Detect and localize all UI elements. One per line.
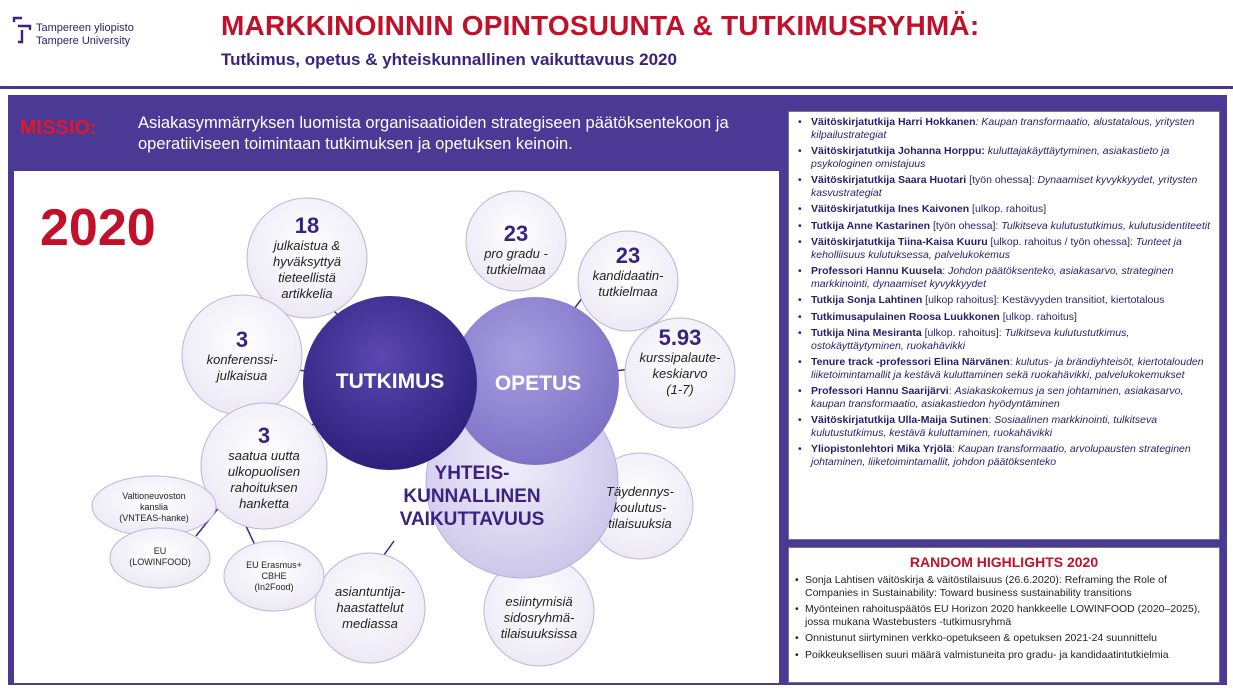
progradu-desc-1: pro gradu - bbox=[484, 246, 548, 261]
staff-item bbox=[795, 311, 1213, 324]
staff-note: [ulkop. rahoitus / työn ohessa]: bbox=[987, 236, 1136, 248]
project-lowinfood-text bbox=[110, 546, 210, 568]
staff-item bbox=[795, 443, 1213, 468]
staff-name: Tutkija Anne Kastarinen bbox=[811, 219, 931, 232]
logo-text bbox=[36, 22, 134, 48]
project-in2food-line-1: EU Erasmus+ bbox=[246, 560, 302, 570]
staff-item bbox=[795, 116, 1213, 141]
staff-item bbox=[795, 385, 1213, 410]
staff-name: Tutkija Sonja Lahtinen bbox=[811, 294, 923, 306]
staff-topic: kuluttajakäyttäytyminen, asiakastieto ja psykologinen omistajuus bbox=[811, 145, 1170, 170]
staff-name: Tutkija Nina Mesiranta bbox=[811, 327, 922, 339]
esiintymisia-desc-2: sidosryhmä- bbox=[503, 610, 575, 625]
articles-desc-1: julkaistua & bbox=[273, 238, 341, 253]
staff-note: : bbox=[1009, 356, 1016, 368]
taydennys-desc-2: koulutus- bbox=[613, 500, 667, 515]
vaikuttavuus-line-2: KUNNALLINEN bbox=[403, 486, 541, 507]
project-lowinfood-line-2: (LOWINFOOD) bbox=[129, 557, 191, 567]
conference-desc-1: konferenssi- bbox=[206, 352, 278, 367]
project-vnteas-text bbox=[94, 491, 214, 524]
articles-count: 18 bbox=[294, 213, 320, 238]
staff-topic: Kaupan transformaatio, arvolupausten strateginen johtaminen, liiketoimintamallit, johdon päätöksenteko bbox=[811, 443, 1191, 468]
conference-text bbox=[182, 328, 302, 384]
highlight-item: • Onnistunut siirtyminen verkko-opetukseen & opetuksen 2021-24 suunnittelu bbox=[795, 632, 1213, 645]
progradu-count: 23 bbox=[503, 221, 529, 246]
kandidaatti-desc-1: kandidaatin- bbox=[592, 268, 664, 283]
project-vnteas-line-3: (VNTEAS-hanke) bbox=[119, 513, 189, 523]
staff-item bbox=[795, 203, 1213, 216]
staff-name: Väitöskirjatutkija Ulla-Maija Sutinen bbox=[811, 414, 989, 426]
staff-topic: Tulkitseva kulutustutkimus, kulutusidentiteetit bbox=[1001, 219, 1210, 232]
staff-name: Väitöskirjatutkija Saara Huotari bbox=[811, 174, 967, 186]
funding-desc-2: ulkopuolisen bbox=[227, 464, 301, 479]
taydennys-desc-1: Täydennys- bbox=[606, 484, 674, 499]
funding-text bbox=[204, 424, 324, 512]
header-divider bbox=[0, 86, 1233, 89]
staff-name: Yliopistonlehtori Mika Yrjölä bbox=[811, 443, 952, 455]
highlight-item: • Myönteinen rahoituspäätös EU Horizon 2020 hankkeelle LOWINFOOD (2020–2025), jossa mukana Wastebusters -tutkimusryhmä bbox=[795, 603, 1213, 628]
project-vnteas-line-1: Valtioneuvoston bbox=[122, 491, 186, 501]
kandidaatti-text bbox=[568, 244, 688, 300]
staff-item bbox=[795, 356, 1213, 381]
mission-text: Asiakasymmärryksen luomista organisaatioiden strategiseen päätöksentekoon ja operatiiviseen toimintaan tutkimuksen ja opetuksen keinoin. bbox=[138, 114, 729, 153]
staff-item bbox=[795, 220, 1213, 233]
staff-list bbox=[789, 112, 1219, 468]
staff-name: Professori Hannu Saarijärvi bbox=[811, 385, 949, 397]
progradu-text bbox=[456, 222, 576, 278]
staff-name: Professori Hannu Kuusela bbox=[811, 265, 943, 277]
esiintymisia-text bbox=[479, 594, 599, 642]
staff-name: Väitöskirjatutkija Tiina-Kaisa Kuuru bbox=[811, 236, 988, 248]
header bbox=[0, 0, 1233, 90]
staff-name: Väitöskirjatutkija Ines Kaivonen bbox=[811, 203, 970, 215]
highlight-item: • Sonja Lahtisen väitöskirja & väitöstilaisuus (26.6.2020): Reframing the Role of Companies in Sustainability: Toward business sustainability transitions bbox=[795, 574, 1213, 599]
staff-topic: Asiakaskokemus ja sen johtaminen, asiakasarvo, kaupan transformaatio, asiakastiedon hyödyntäminen bbox=[811, 385, 1184, 410]
staff-note: : bbox=[942, 265, 949, 277]
funding-desc-3: rahoituksen bbox=[230, 480, 298, 495]
staff-topic: Tulkitseva kulutustutkimus, ostokäyttäytyminen, ruokahävikki bbox=[811, 327, 1130, 352]
project-vnteas-line-2: kanslia bbox=[139, 502, 168, 512]
vaikuttavuus-line-1: YHTEIS- bbox=[434, 463, 510, 484]
logo-line-en: Tampere University bbox=[36, 35, 131, 47]
funding-desc-4: hanketta bbox=[239, 496, 289, 511]
staff-note: [ulkop rahoitus]: Kestävyyden transitiot, kiertotalous bbox=[922, 294, 1165, 306]
staff-topic: : Kaupan transformaatio, alustatalous, yritysten kilpailustrategiat bbox=[811, 116, 1195, 141]
highlights-panel bbox=[788, 547, 1220, 683]
page-title: MARKKINOINNIN OPINTOSUUNTA & TUTKIMUSRYHMÄ: bbox=[221, 10, 980, 41]
vaikuttavuus-label bbox=[382, 462, 562, 531]
feedback-desc-3: (1-7) bbox=[666, 382, 694, 397]
staff-item bbox=[795, 236, 1213, 261]
staff-item bbox=[795, 174, 1213, 199]
funding-desc-1: saatua uutta bbox=[228, 448, 300, 463]
feedback-desc-1: kurssipalaute- bbox=[639, 350, 721, 365]
media-desc-2: haastattelut bbox=[336, 600, 404, 615]
staff-note: [työn ohessa]: bbox=[930, 219, 1002, 232]
staff-note: [ulkop. rahoitus] bbox=[999, 310, 1077, 323]
feedback-value: 5.93 bbox=[658, 325, 702, 350]
staff-name: Väitöskirjatutkija Harri Hokkanen bbox=[811, 116, 976, 128]
articles-text bbox=[247, 214, 367, 302]
project-in2food-line-2: CBHE bbox=[261, 571, 287, 581]
media-text bbox=[310, 584, 430, 632]
staff-topic: Tunteet ja keholliisuus kulutuksessa, palvelukokemus bbox=[811, 236, 1182, 261]
opetus-label: OPETUS bbox=[494, 372, 582, 395]
project-in2food-line-3: (In2Food) bbox=[254, 582, 294, 592]
project-in2food-text bbox=[224, 560, 324, 593]
staff-topic: Sosiaalinen markkinointi, tulkitseva kulutustutkimus, kestävä kuluttaminen, ruokahävikki bbox=[811, 414, 1158, 439]
staff-note: : bbox=[988, 414, 995, 426]
staff-name: Väitöskirjatutkija Johanna Horppu: bbox=[811, 145, 985, 157]
year-label: 2020 bbox=[40, 199, 156, 257]
staff-panel bbox=[788, 111, 1220, 540]
funding-count: 3 bbox=[257, 423, 271, 448]
staff-note: : bbox=[948, 385, 955, 397]
staff-name: Tutkimusapulainen Roosa Luukkonen bbox=[811, 310, 1000, 323]
staff-item bbox=[795, 145, 1213, 170]
kandidaatti-count: 23 bbox=[615, 243, 641, 268]
staff-item bbox=[795, 327, 1213, 352]
tampere-logo-icon bbox=[10, 16, 34, 46]
staff-topic: kulutus- ja brändiyhteisöt, kiertotalouden liiketoimintamallit ja kestävä kuluttaminen sekä ruokahävikki, palvelukokemukset bbox=[811, 356, 1204, 381]
project-lowinfood-line-1: EU bbox=[153, 546, 167, 556]
staff-topic: Johdon päätöksenteko, asiakasarvo, strateginen markkinointi, dynaamiset kyvykkyydet bbox=[811, 265, 1174, 290]
media-desc-1: asiantuntija- bbox=[334, 584, 406, 599]
staff-note: : bbox=[952, 443, 958, 455]
mission-label: MISSIO: bbox=[20, 117, 97, 139]
staff-topic: Dynaamiset kyvykkyydet, yritysten kasvustrategiat bbox=[811, 174, 1198, 199]
staff-item bbox=[795, 294, 1213, 307]
progradu-desc-2: tutkielmaa bbox=[486, 262, 546, 277]
staff-name: Tenure track -professori Elina Närvänen bbox=[811, 356, 1010, 368]
taydennys-text bbox=[580, 484, 700, 532]
feedback-text bbox=[620, 326, 740, 398]
highlight-item: • Poikkeuksellisen suuri määrä valmistuneita pro gradu- ja kandidaatintutkielmia bbox=[795, 649, 1213, 662]
media-desc-3: mediassa bbox=[342, 616, 398, 631]
staff-item bbox=[795, 414, 1213, 439]
staff-note: [ulkop. rahoitus] bbox=[969, 203, 1047, 215]
staff-item bbox=[795, 265, 1213, 290]
articles-desc-4: artikkelia bbox=[281, 286, 333, 301]
highlights-title: RANDOM HIGHLIGHTS 2020 bbox=[909, 554, 1099, 570]
vaikuttavuus-line-3: VAIKUTTAVUUS bbox=[399, 509, 545, 530]
university-logo[interactable] bbox=[10, 12, 200, 56]
taydennys-desc-3: tilaisuuksia bbox=[608, 516, 672, 531]
tutkimus-label: TUTKIMUS bbox=[335, 370, 445, 393]
kandidaatti-desc-2: tutkielmaa bbox=[598, 284, 658, 299]
articles-desc-3: tieteellistä bbox=[278, 270, 336, 285]
articles-desc-2: hyväksyttyä bbox=[273, 254, 341, 269]
conference-desc-2: julkaisua bbox=[216, 368, 268, 383]
feedback-desc-2: keskiarvo bbox=[652, 366, 708, 381]
staff-note: [ulkop. rahoitus]: bbox=[921, 327, 1005, 339]
esiintymisia-desc-3: tilaisuuksissa bbox=[500, 626, 578, 641]
logo-line-fi: Tampereen yliopisto bbox=[36, 22, 134, 34]
highlights-list bbox=[789, 574, 1219, 661]
conference-count: 3 bbox=[235, 327, 249, 352]
page-subtitle: Tutkimus, opetus & yhteiskunnallinen vaikuttavuus 2020 bbox=[221, 50, 677, 69]
esiintymisia-desc-1: esiintymisiä bbox=[505, 594, 573, 609]
staff-note: [työn ohessa]: bbox=[966, 174, 1038, 186]
